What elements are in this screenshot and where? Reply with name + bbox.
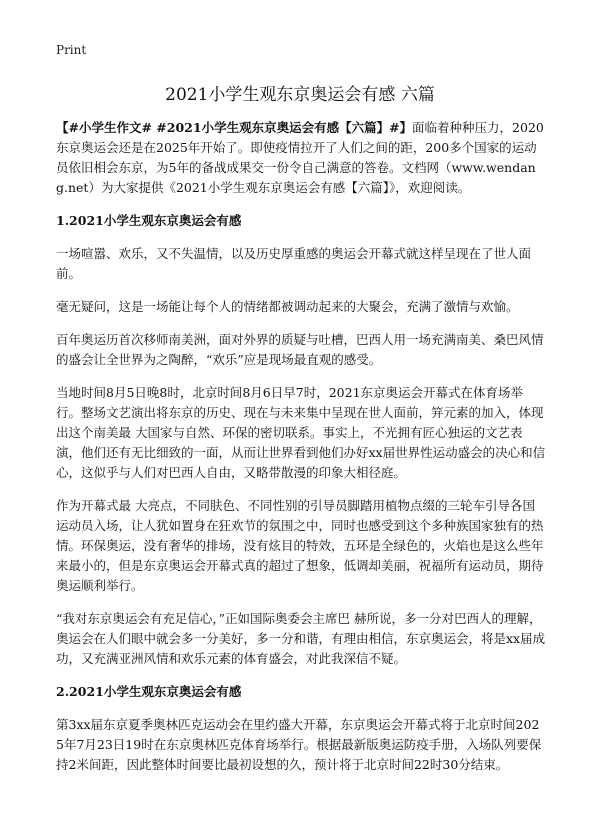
- intro-bold-tag: 【#小学生作文# #2021小学生观东京奥运会有感【六篇】#】: [56, 120, 413, 135]
- section-1-paragraph-2: 毫无疑问，这是一场能让每个人的情绪都被调动起来的大聚会，充满了激情与欢愉。: [56, 299, 519, 314]
- document-title: 2021小学生观东京奥运会有感 六篇: [165, 85, 435, 105]
- section-1-paragraph-3: 百年奥运历首次移师南美洲，面对外界的质疑与吐槽，巴西人用一场充满南美、桑巴风情的盛会让全世界为之陶醉，“欢乐”应是现场最直观的感受。: [56, 332, 544, 367]
- print-label: Print: [56, 43, 87, 57]
- section-2-heading: 2.2021小学生观东京奥运会有感: [56, 684, 242, 699]
- section-2-paragraph-1: 第3xx届东京夏季奥林匹克运动会在里约盛大开幕，东京奥运会开幕式将于北京时间2025年7月23日19时在东京奥林匹克体育场举行。根据最新版奥运防疫手册，入场队列要保持2米间距，因此整体时间要比最初设想的久，预计将于北京时间22时30分结束。: [56, 717, 542, 772]
- intro-text: 面临着种种压力，2020东京奥运会还是在2025年开始了。即使疫情拉开了人们之间的距，200多个国家的运动员依旧相会东京，为5年的备战成果交一份令自己满意的答卷。文档网（www.wendang.net）为大家提供《2021小学生观东京奥运会有感【六篇】》，欢迎阅读。: [56, 120, 544, 195]
- section-1-paragraph-5: 作为开幕式最 大亮点，不同肤色、不同性别的引导员脚踏用植物点缀的三轮车引导各国运动员入场，让人犹如置身在狂欢节的氛围之中，同时也感受到这个多种族国家独有的热情。环保奥运，没有奢华的排场，没有炫目的特效，五环是全绿色的，火焰也是这么些年来最小的，但是东京奥运会开幕式真的超过了想象，低调却美丽，祝福所有运动员，期待奥运顺利举行。: [56, 498, 544, 593]
- section-1-paragraph-6: “我对东京奥运会有充足信心，”正如国际奥委会主席巴 赫所说，多一分对巴西人的理解，奥运会在人们眼中就会多一分美好，多一分和谐，有理由相信，东京奥运会，将是xx届成功，又充满亚洲风情和欢乐元素的体育盛会，对此我深信不疑。: [56, 611, 546, 666]
- section-1-paragraph-4: 当地时间8月5日晚8时，北京时间8月6日早7时，2021东京奥运会开幕式在体育场举行。整场文艺演出将东京的历史、现在与未来集中呈现在世人面前，笄元素的加入，体现出这个南美最 大国家与自然、环保的密切联系。事实上，不光拥有匠心独运的文艺表演，他们还有无比细致的一面，从而让世界看到他们办好xx届世界性运动盛会的决心和信心，这似乎与人们对巴西人自由，又略带散漫的印象大相径庭。: [56, 385, 546, 480]
- section-1-heading: 1.2021小学生观东京奥运会有感: [56, 213, 242, 228]
- intro-paragraph: [56, 118, 546, 198]
- document-body: [56, 118, 546, 788]
- section-1-paragraph-1: 一场喧嚣、欢乐，又不失温情，以及历史厚重感的奥运会开幕式就这样呈现在了世人面前。: [56, 246, 532, 281]
